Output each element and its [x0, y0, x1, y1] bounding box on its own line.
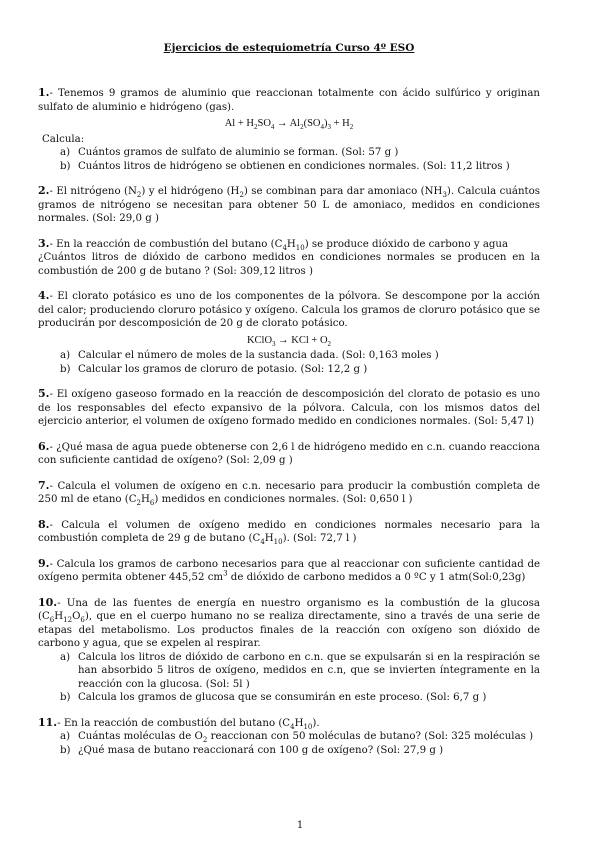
exercise-9	[38, 557, 540, 585]
subscript: 10	[295, 243, 305, 252]
subquestion-list	[38, 349, 540, 376]
subquestion-a: a) Calcular el número de moles de la sustancia dada. (Sol: 0,163 moles )	[60, 350, 439, 361]
exercise-3	[38, 237, 540, 279]
subscript: 4	[260, 538, 265, 547]
subquestion-text: Calcular los gramos de cloruro de potasio. (Sol: 12,2 g )	[78, 363, 368, 375]
subquestion-text: Calcula los litros de dióxido de carbono en c.n. que se expulsarán si en la respiración se han absorbido 5 litros de oxígeno, medidos en c.n, que se invierten íntegramente en la reacción con la glucosa. (Sol: 5l )	[78, 651, 540, 690]
exercise-text: - El clorato potásico es uno de los componentes de la pólvora. Se descompone por la acción del calor; produciendo cloruro potásico y oxígeno. Calcula los gramos de cloruro potásico que se producirán por descomposición de 20 g de clorato potásico.	[38, 291, 540, 329]
exercise-number: 6.	[38, 439, 50, 453]
subquestion-text: Cuántas moléculas de O	[78, 731, 203, 742]
subscript: 2	[136, 191, 142, 200]
text-part: H	[141, 494, 150, 505]
exercise-6	[38, 440, 540, 468]
eq-subscript: 3	[327, 123, 332, 132]
eq-part: KClO	[246, 334, 273, 346]
text-part: H	[294, 717, 304, 729]
subquestion-a: a) Cuántas moléculas de $O_2$ reaccionan con 50 moléculas de butano? (Sol: 325 moléculas )	[60, 731, 534, 745]
eq-subscript: 2	[253, 123, 258, 132]
page-title: Ejercicios de estequiometría Curso 4º ESO	[163, 42, 415, 54]
text-part: ) y el hidrógeno (H	[141, 186, 240, 197]
exercise-number: 4.	[38, 289, 50, 302]
subquestion-text: Cuántos litros de hidrógeno se obtienen en condiciones normales. (Sol: 11,2 litros )	[78, 160, 510, 172]
subscript: 10	[273, 538, 283, 547]
exercise-number: 10.	[38, 595, 58, 609]
chemical-equation	[38, 117, 540, 131]
exercise-text: - ¿Qué masa de agua puede obtenerse con 2,6 l de hidrógeno medido en c.n. cuando reacciona con suficiente cantidad de oxígeno? (Sol: 2,09 g )	[38, 441, 540, 466]
exercise-11	[38, 716, 540, 758]
exercise-number: 9.	[38, 556, 50, 570]
subscript: 3	[442, 191, 447, 200]
text-part: ).	[312, 717, 320, 729]
exercise-2	[38, 184, 540, 226]
exercise-number: 1.	[38, 86, 50, 99]
eq-part: Al + H	[224, 118, 254, 129]
subscript: 6	[49, 616, 55, 625]
subquestion-b: b) Cuántos litros de hidrógeno se obtienen en condiciones normales. (Sol: 11,2 litros )	[60, 160, 510, 172]
eq-subscript: 4	[320, 123, 325, 132]
text-part: - Una de las fuentes de energía en nuestro organismo es la combustión de la glucosa (C	[38, 597, 540, 622]
exercise-number: 7.	[38, 478, 50, 492]
eq-subscript: 3	[272, 339, 276, 348]
subscript: 12	[63, 616, 73, 625]
exercise-number: 5.	[38, 387, 50, 400]
exercise-text: - El oxígeno gaseoso formado en la reacción de descomposición del clorato de potasio es uno de los responsables del efecto expansivo de la pólvora. Calcula, con los mismos datos del ejercicio anterior, el volumen de oxígeno formado medido en condiciones normales. (Sol: 5,47 l)	[38, 389, 540, 427]
exercise-number: 11.	[38, 715, 58, 729]
text-part: H	[54, 611, 64, 622]
subquestion-b: b) Calcular los gramos de cloruro de potasio. (Sol: 12,2 g )	[60, 363, 368, 375]
exercise-1	[38, 86, 540, 173]
chemical-equation	[38, 334, 540, 348]
eq-subscript: 2	[349, 123, 354, 132]
text-part: ). Calcula cuántos gramos de nitrógeno se necesitan para obtener 50 L de amoniaco, medidos en condiciones normales. (Sol: 29,0 g )	[38, 186, 541, 224]
subscript: 6	[149, 499, 155, 508]
subquestion-a: a) Cuántos gramos de sulfato de aluminio se forman. (Sol: 57 g )	[60, 147, 399, 158]
exercise-text: - Tenemos 9 gramos de aluminio que reaccionan totalmente con ácido sulfúrico y originan sulfato de aluminio e hidrógeno (gas).	[38, 88, 540, 113]
subquestion-text: ¿Qué masa de butano reaccionará con 100 g de oxígeno? (Sol: 27,9 g )	[78, 744, 444, 756]
exercise-5	[38, 387, 540, 429]
exercise-8	[38, 518, 540, 546]
eq-part: (SO	[303, 118, 321, 129]
subquestion-text: reaccionan con 50 moléculas de butano? (Sol: 325 moléculas )	[207, 731, 534, 742]
text-part: H	[286, 238, 296, 250]
text-part: H	[264, 533, 274, 544]
subscript: 2	[202, 736, 208, 745]
page-number: 1	[296, 820, 304, 831]
subscript: 6	[80, 616, 85, 625]
exercise-number: 3.	[38, 236, 50, 250]
calcula-label: Calcula:	[42, 133, 85, 145]
exercise-number: 2.	[38, 184, 50, 197]
text-part: - Calcula el volumen de oxígeno en c.n. necesario para producir la combustión completa de 250 ml de etano (C	[38, 480, 540, 505]
text-part: O	[72, 611, 81, 622]
subquestion-b: b) ¿Qué masa de butano reaccionará con 100 g de oxígeno? (Sol: 27,9 g )	[60, 744, 444, 756]
subscript: 10	[303, 722, 313, 731]
exercise-number: 8.	[38, 517, 50, 531]
subscript: 4	[290, 722, 295, 731]
eq-part: + H	[331, 118, 350, 129]
text-part: - Calcula los gramos de carbono necesarios para que al reaccionar con suficiente cantidad de oxígeno permita obtener 445,52 cm	[38, 558, 540, 583]
subscript: 4	[282, 243, 287, 252]
text-part: ) se combinan para dar amoniaco (NH	[243, 186, 443, 197]
eq-part: → Al	[274, 118, 301, 129]
superscript: 3	[223, 569, 228, 578]
subquestion-a: a) Calcula los litros de dióxido de carbono en c.n. que se expulsarán si en la respiración se han absorbido 5 litros de oxígeno, medidos en c.n, que se invierten íntegramente en la reacción con la glucosa. (Sol: 5l )	[60, 651, 540, 690]
exercise-7	[38, 479, 540, 507]
exercise-10	[38, 596, 540, 705]
exercise-4	[38, 289, 540, 376]
subquestion-text: Cuántos gramos de sulfato de aluminio se forman. (Sol: 57 g )	[78, 147, 399, 158]
eq-subscript: 2	[300, 123, 304, 132]
text-part: ), que en el cuerpo humano no se realiza directamente, sino a través de una serie de etapas del metabolismo. Los productos finales de la reacción con oxígeno son dióxido de carbono y agua, que se expelen al respirar.	[38, 611, 540, 649]
subscript: 2	[239, 191, 244, 200]
text-part: - El nitrógeno (N	[49, 186, 137, 197]
eq-part: SO	[257, 118, 271, 129]
subquestion-list	[38, 651, 540, 705]
eq-subscript: 2	[327, 339, 332, 348]
subquestion-list	[38, 146, 540, 173]
text-part: de dióxido de carbono medidos a 0 ºC y 1 atm(Sol:0,23g)	[227, 572, 526, 583]
text-part: - Calcula el volumen de oxígeno medido en condiciones normales necesario para la combustión completa de 29 g de butano (C	[38, 519, 540, 544]
subquestion-text: Calcula los gramos de glucosa que se consumirán en este proceso. (Sol: 6,7 g )	[78, 692, 487, 703]
text-part: - En la reacción de combustión del butano (C	[49, 238, 283, 250]
text-part: ) medidos en condiciones normales. (Sol: 0,650 l )	[154, 494, 413, 505]
text-part: - En la reacción de combustión del butano (C	[57, 717, 291, 729]
text-part: ). (Sol: 72,7 l )	[282, 533, 357, 544]
eq-part: → KCl + O	[275, 334, 328, 346]
eq-part: )	[324, 118, 328, 129]
subquestion-list	[38, 730, 540, 757]
subquestion-b: b) Calcula los gramos de glucosa que se consumirán en este proceso. (Sol: 6,7 g )	[60, 692, 487, 703]
eq-subscript: 4	[270, 123, 275, 132]
text-part: ) se produce dióxido de carbono y agua	[304, 238, 509, 250]
subscript: 2	[136, 499, 141, 508]
text-part: ¿Cuántos litros de dióxido de carbono medidos en condiciones normales se producen en la combustión de 200 g de butano ? (Sol: 309,12 litros )	[38, 252, 540, 277]
subquestion-text: Calcular el número de moles de la sustancia dada. (Sol: 0,163 moles )	[78, 350, 439, 361]
